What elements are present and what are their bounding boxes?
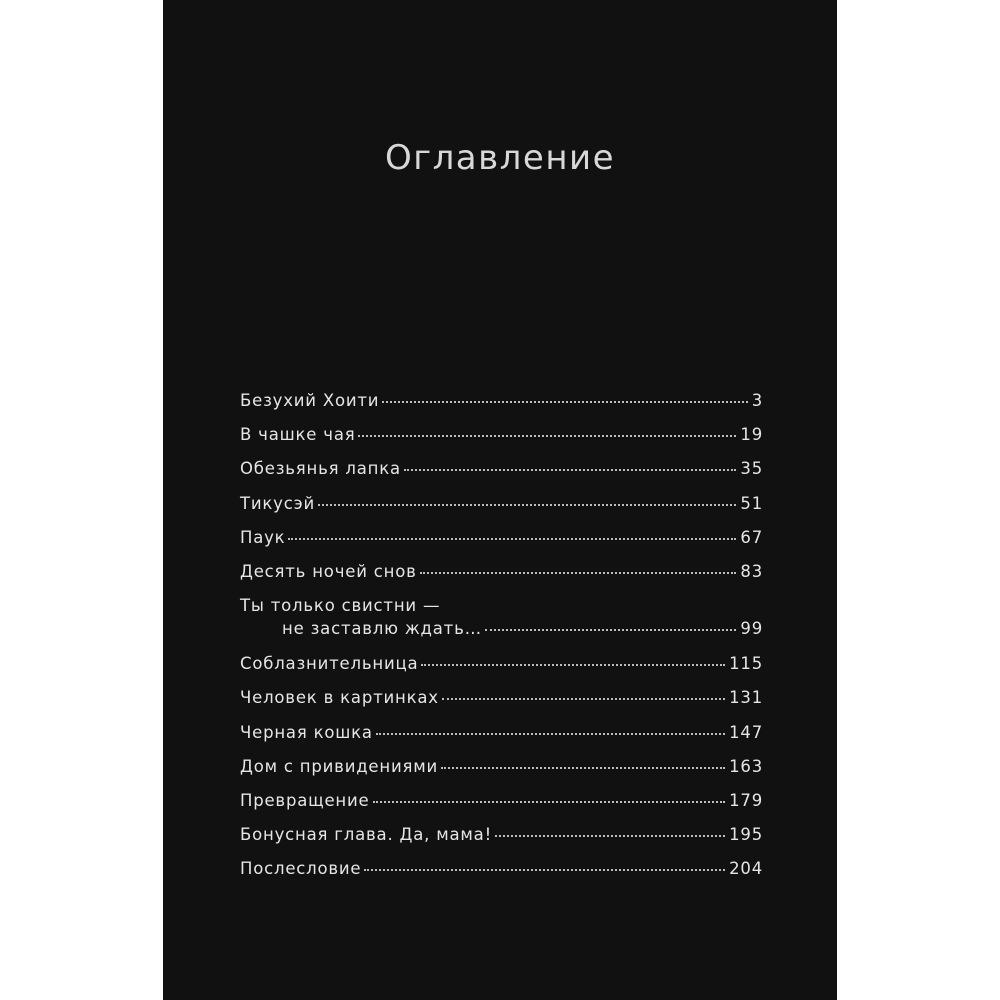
toc-entry-title: Обезьянья лапка	[240, 459, 401, 479]
toc-entry	[240, 494, 763, 528]
toc-entry-title: В чашке чая	[240, 425, 356, 445]
toc-entry	[240, 562, 763, 596]
dot-leader	[318, 504, 736, 506]
dot-leader	[485, 629, 737, 631]
toc-entry	[240, 723, 763, 757]
toc-entry-page: 67	[740, 527, 763, 547]
dot-leader	[364, 869, 725, 871]
toc-entry	[240, 596, 763, 654]
toc-entry-title: Дом с привидениями	[240, 756, 438, 776]
toc-entry-title: Десять ночей снов	[240, 561, 417, 581]
dot-leader	[288, 538, 736, 540]
toc-entry-page: 83	[740, 561, 763, 581]
toc-entry-page: 204	[729, 859, 763, 879]
book-page	[163, 0, 837, 1000]
dot-leader	[373, 801, 726, 803]
toc-entry-page: 115	[729, 654, 763, 674]
toc-entry-line2	[240, 619, 763, 638]
dot-leader	[441, 767, 725, 769]
toc-entry-page: 51	[740, 493, 763, 513]
dot-leader	[404, 469, 736, 471]
toc-entry	[240, 825, 763, 859]
toc-entry-title: Послесловие	[240, 859, 362, 879]
toc-entry-title-line2: не заставлю ждать…	[282, 619, 482, 639]
toc-entry	[240, 528, 763, 562]
toc-entry-page: 195	[729, 825, 763, 845]
toc-entry-title: Человек в картинках	[240, 688, 439, 708]
dot-leader	[442, 698, 725, 700]
toc-entry-title: Безухий Хоити	[240, 391, 380, 410]
toc-entry-title: Тикусэй	[240, 493, 315, 513]
toc-entry-title: Соблазнительница	[240, 654, 419, 674]
toc-entry-title: Бонусная глава. Да, мама!	[240, 825, 492, 845]
toc-entry-page: 19	[740, 425, 763, 445]
toc-entry	[240, 791, 763, 825]
toc-entry	[240, 425, 763, 459]
toc-entry	[240, 654, 763, 688]
dot-leader	[421, 664, 725, 666]
toc-entry	[240, 859, 763, 893]
toc-entry	[240, 459, 763, 493]
dot-leader	[358, 435, 736, 437]
dot-leader	[420, 572, 737, 574]
toc-entry-title: Паук	[240, 527, 286, 547]
table-of-contents	[240, 391, 763, 893]
toc-entry-page: 147	[729, 722, 763, 742]
toc-entry-page: 99	[740, 619, 763, 639]
toc-entry-title-line1: Ты только свистни —	[240, 596, 441, 616]
toc-entry-page: 163	[729, 756, 763, 776]
toc-entry-title: Черная кошка	[240, 722, 373, 742]
page-title: Оглавление	[384, 138, 616, 178]
toc-entry-page: 131	[729, 688, 763, 708]
toc-entry	[240, 688, 763, 722]
toc-entry-page: 35	[740, 459, 763, 479]
toc-entry	[240, 391, 763, 425]
toc-entry-page: 179	[729, 790, 763, 810]
toc-entry-page: 3	[751, 391, 763, 410]
dot-leader	[382, 401, 747, 403]
dot-leader	[495, 835, 725, 837]
toc-entry-title: Превращение	[240, 790, 370, 810]
dot-leader	[376, 733, 725, 735]
toc-entry	[240, 757, 763, 791]
